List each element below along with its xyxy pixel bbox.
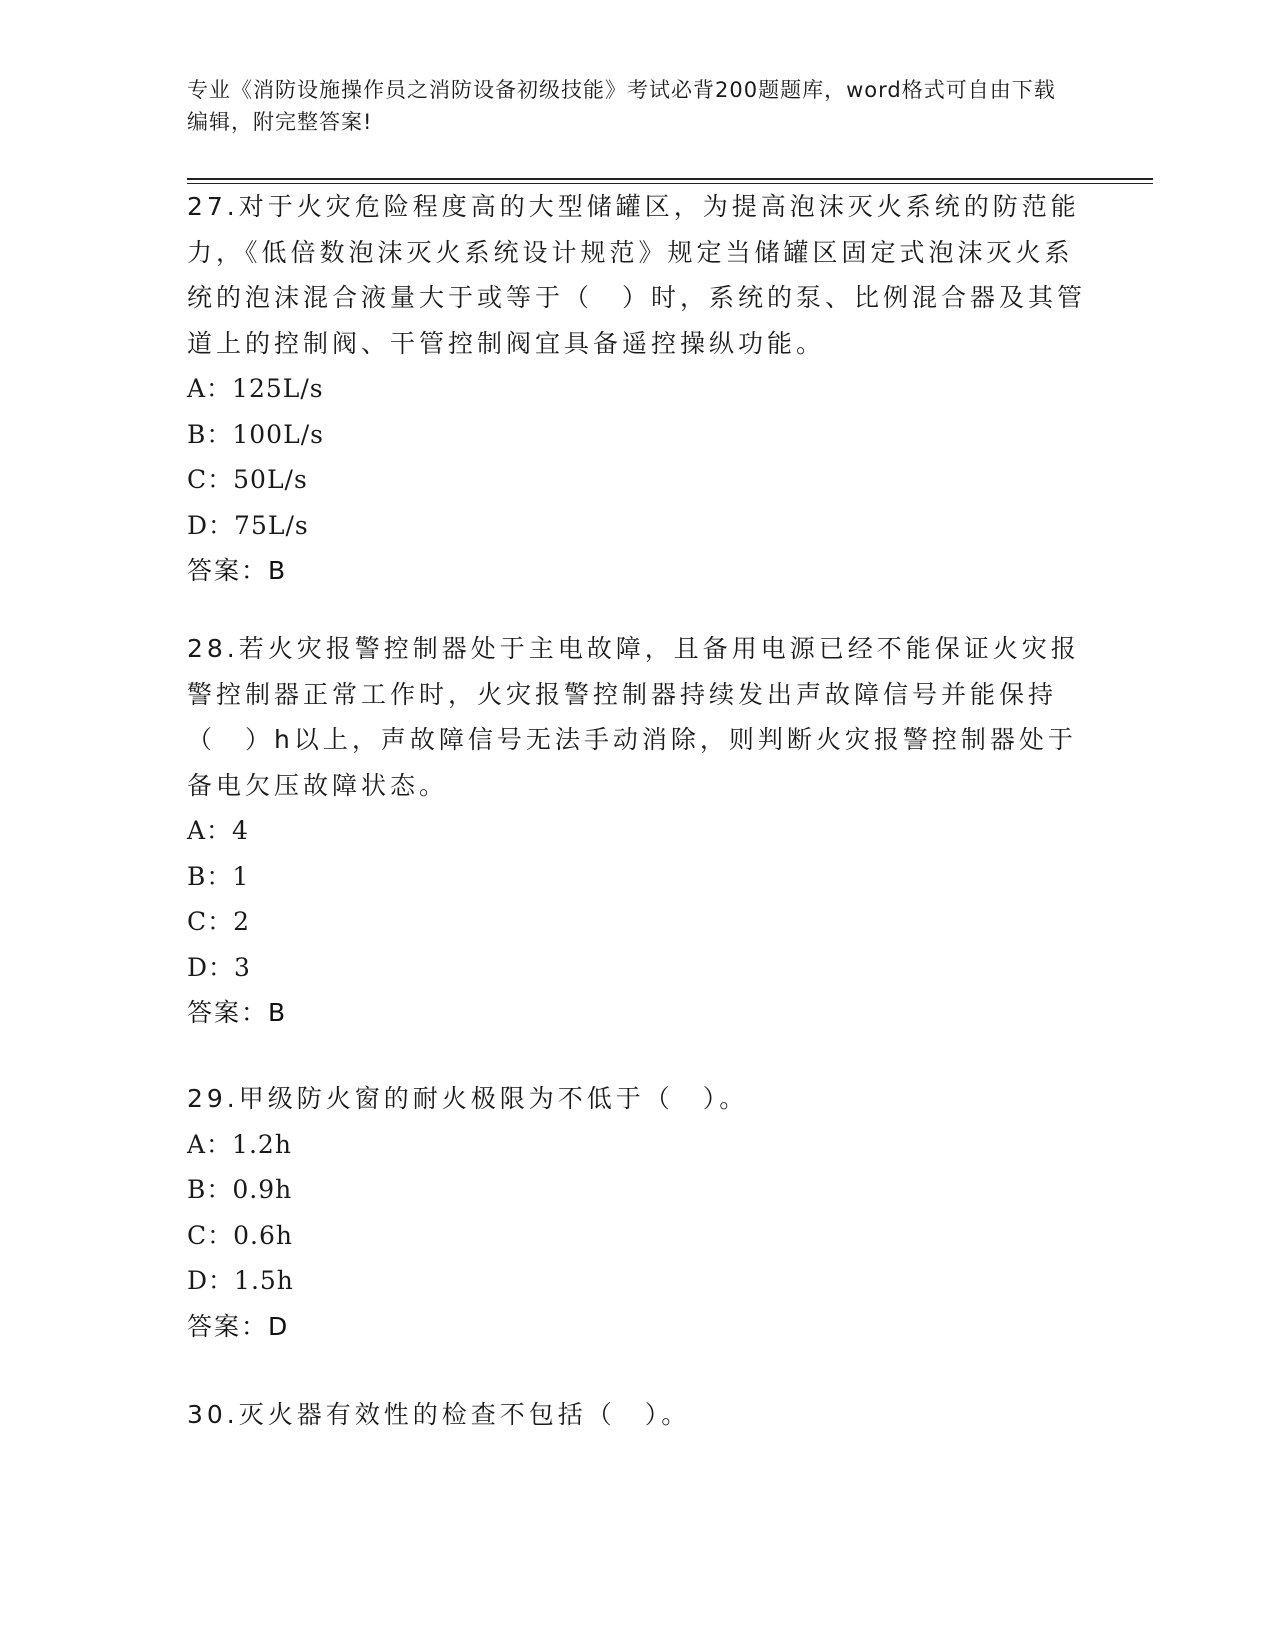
option-c: C：50L/s xyxy=(187,465,308,494)
option-d: D：1.5h xyxy=(187,1266,294,1295)
option-d: D：3 xyxy=(187,952,251,982)
question-29 xyxy=(187,1076,1087,1349)
question-text: 27.对于火灾危险程度高的大型储罐区，为提高泡沫灭火系统的防范能力，《低倍数泡沫灭火系统设计规范》规定当储罐区固定式泡沫灭火系统的泡沫混合液量大于或等于（ ）时，系统的泵、比例混合器及其管道上的控制阀、干管控制阀宜具备遥控操纵功能。 xyxy=(187,192,1087,358)
question-text: 30.灭火器有效性的检查不包括（ ）。 xyxy=(187,1400,691,1429)
option-a: A：125L/s xyxy=(187,374,324,403)
option-c: C：2 xyxy=(187,907,251,936)
document-header xyxy=(187,74,1067,138)
option-d: D：75L/s xyxy=(187,510,309,540)
header-title: 专业《消防设施操作员之消防设备初级技能》考试必背200题题库，word格式可自由下载编辑，附完整答案! xyxy=(187,78,1056,134)
header-divider-thick xyxy=(187,178,1153,180)
option-c: C：0.6h xyxy=(187,1220,293,1250)
question-text: 28.若火灾报警控制器处于主电故障，且备用电源已经不能保证火灾报警控制器正常工作时，火灾报警控制器持续发出声故障信号并能保持（ ）h以上，声故障信号无法手动消除，则判断火灾报警控制器处于备电欠压故障状态。 xyxy=(187,634,1080,800)
option-a: A：4 xyxy=(187,816,249,845)
answer: 答案：B xyxy=(187,998,288,1027)
option-a: A：1.2h xyxy=(187,1129,292,1159)
question-text: 29.甲级防火窗的耐火极限为不低于（ ）。 xyxy=(187,1084,749,1113)
question-30 xyxy=(187,1392,1087,1438)
question-27 xyxy=(187,184,1087,594)
question-28 xyxy=(187,626,1087,1036)
option-b: B：100L/s xyxy=(187,419,324,449)
option-b: B：1 xyxy=(187,861,250,891)
option-b: B：0.9h xyxy=(187,1175,293,1204)
answer: 答案：D xyxy=(187,1311,290,1341)
answer: 答案：B xyxy=(187,556,288,585)
